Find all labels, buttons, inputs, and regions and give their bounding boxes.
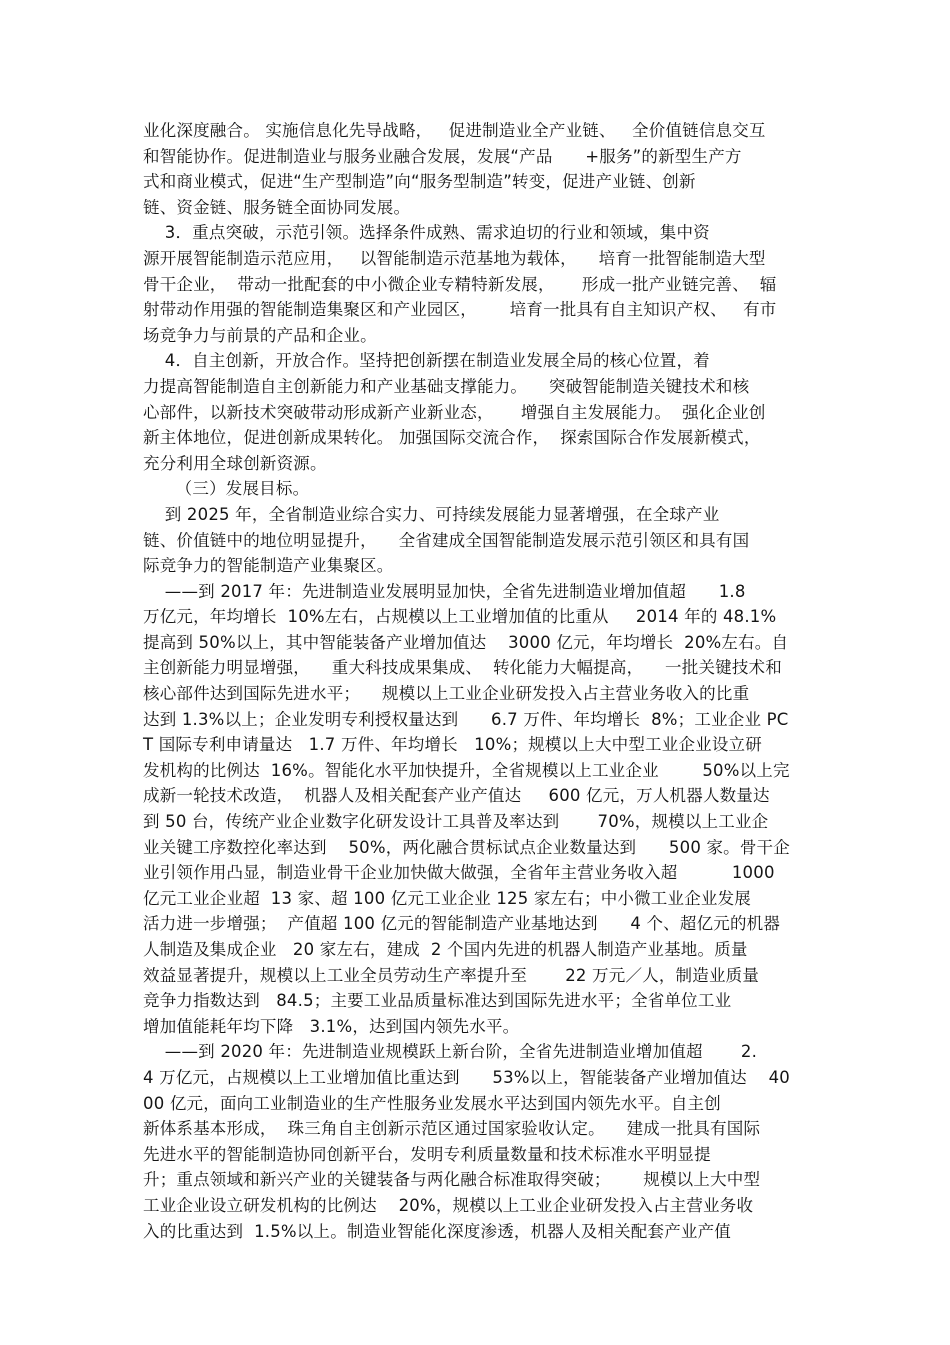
text-line: ——到 2020 年：先进制造业规模跃上新台阶，全省先进制造业增加值超 2.	[143, 1042, 758, 1062]
text-line: 充分利用全球创新资源。	[143, 453, 327, 473]
text-line: 4．自主创新，开放合作。坚持把创新摆在制造业发展全局的核心位置，着	[143, 351, 710, 371]
section-heading: （三）发展目标。	[143, 479, 310, 499]
text-line: 际竞争力的智能制造产业集聚区。	[143, 556, 394, 576]
document-body	[143, 118, 823, 1244]
text-line: ——到 2017 年：先进制造业发展明显加快，全省先进制造业增加值超 1.8	[143, 581, 746, 601]
text-line: 4 万亿元，占规模以上工业增加值比重达到 53%以上，智能装备产业增加值达 40	[143, 1067, 790, 1087]
text-line: 新体系基本形成， 珠三角自主创新示范区通过国家验收认定。 建成一批具有国际	[143, 1119, 761, 1139]
text-line: 式和商业模式，促进“生产型制造”向“服务型制造”转变，促进产业链、创新	[143, 172, 696, 192]
text-line: 先进水平的智能制造协同创新平台，发明专利质量数量和技术标准水平明显提	[143, 1144, 711, 1164]
text-line: 核心部件达到国际先进水平； 规模以上工业企业研发投入占主营业务收入的比重	[143, 684, 750, 704]
text-line: 到 2025 年，全省制造业综合实力、可持续发展能力显著增强，在全球产业	[143, 504, 720, 524]
text-line: 骨干企业， 带动一批配套的中小微企业专精特新发展， 形成一批产业链完善、 辐	[143, 274, 777, 294]
text-line: 升；重点领域和新兴产业的关键装备与两化融合标准取得突破； 规模以上大中型	[143, 1170, 761, 1190]
text-line: 主创新能力明显增强， 重大科技成果集成、 转化能力大幅提高， 一批关键技术和	[143, 658, 782, 678]
text-line: 效益显著提升，规模以上工业全员劳动生产率提升至 22 万元／人，制造业质量	[143, 965, 760, 985]
text-line: 和智能协作。促进制造业与服务业融合发展，发展“产品 +服务”的新型生产方	[143, 146, 742, 166]
text-line: 业化深度融合。 实施信息化先导战略， 促进制造业全产业链、 全价值链信息交互	[143, 121, 766, 140]
text-line: 链、资金链、服务链全面协同发展。	[143, 197, 411, 217]
text-line: 场竞争力与前景的产品和企业。	[143, 325, 377, 345]
text-line: 新主体地位，促进创新成果转化。 加强国际交流合作， 探索国际合作发展新模式，	[143, 428, 761, 448]
text-line: 源开展智能制造示范应用， 以智能制造示范基地为载体， 培育一批智能制造大型	[143, 248, 766, 268]
text-line: 工业企业设立研发机构的比例达 20%，规模以上工业企业研发投入占主营业务收	[143, 1195, 754, 1215]
text-line: 业引领作用凸显，制造业骨干企业加快做大做强，全省年主营业务收入超 1000	[143, 863, 775, 883]
text-line: T 国际专利申请量达 1.7 万件、年均增长 10%；规模以上大中型工业企业设立研	[143, 735, 762, 755]
text-line: 竞争力指数达到 84.5；主要工业品质量标准达到国际先进水平；全省单位工业	[143, 991, 732, 1011]
text-line: 提高到 50%以上，其中智能装备产业增加值达 3000 亿元，年均增长 20%左右。自	[143, 632, 789, 652]
text-line: 发机构的比例达 16%。智能化水平加快提升，全省规模以上工业企业 50%以上完	[143, 760, 790, 780]
text-line: 链、价值链中的地位明显提升， 全省建成全国智能制造发展示范引领区和具有国	[143, 530, 750, 550]
text-line: 射带动作用强的智能制造集聚区和产业园区， 培育一批具有自主知识产权、 有市	[143, 300, 777, 320]
text-line: 3．重点突破，示范引领。选择条件成熟、需求迫切的行业和领域，集中资	[143, 223, 710, 243]
text-line: 亿元工业企业超 13 家、超 100 亿元工业企业 125 家左右；中小微工业企业发展	[143, 888, 751, 908]
text-line: 活力进一步增强； 产值超 100 亿元的智能制造产业基地达到 4 个、超亿元的机器	[143, 914, 781, 934]
text-line: 万亿元，年均增长 10%左右，占规模以上工业增加值的比重从 2014 年的 48.1%	[143, 607, 777, 627]
text-line: 心部件，以新技术突破带动形成新产业新业态， 增强自主发展能力。 强化企业创	[143, 402, 766, 422]
text-line: 达到 1.3%以上；企业发明专利授权量达到 6.7 万件、年均增长 8%；工业企业 PC	[143, 709, 789, 729]
text-line: 增加值能耗年均下降 3.1%，达到国内领先水平。	[143, 1016, 520, 1036]
text-line: 成新一轮技术改造， 机器人及相关配套产业产值达 600 亿元，万人机器人数量达	[143, 786, 770, 806]
text-line: 入的比重达到 1.5%以上。制造业智能化深度渗透，机器人及相关配套产业产值	[143, 1221, 732, 1241]
text-line: 人制造及集成企业 20 家左右，建成 2 个国内先进的机器人制造产业基地。质量	[143, 940, 748, 959]
text-line: 业关键工序数控化率达到 50%，两化融合贯标试点企业数量达到 500 家。骨干企	[143, 837, 790, 857]
text-line: 力提高智能制造自主创新能力和产业基础支撑能力。 突破智能制造关键技术和核	[143, 376, 750, 396]
text-line: 到 50 台，传统产业企业数字化研发设计工具普及率达到 70%，规模以上工业企	[143, 812, 769, 832]
text-line: 00 亿元，面向工业制造业的生产性服务业发展水平达到国内领先水平。自主创	[143, 1093, 721, 1113]
